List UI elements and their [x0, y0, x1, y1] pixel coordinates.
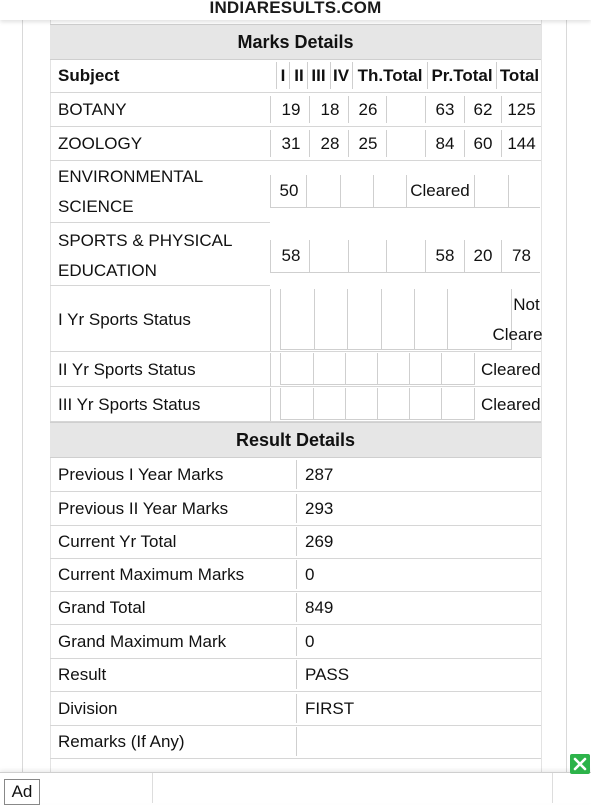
result-value: 849	[305, 597, 334, 617]
mark-iv	[387, 93, 425, 126]
col-th-total: Th.Total	[357, 65, 423, 85]
result-value: 269	[305, 531, 334, 551]
result-row-result	[50, 658, 541, 692]
sports-status-line2: Cleare	[492, 325, 543, 344]
marks-row-sports-physical-education	[50, 226, 541, 286]
col-subject: Subject	[58, 65, 120, 85]
mark-iii: 25	[358, 133, 378, 153]
mark-ii: 18	[320, 99, 340, 119]
sports-status: Cleared	[481, 394, 541, 414]
ad-label: Ad	[4, 779, 40, 805]
ad-frame	[36, 773, 153, 803]
col-i: I	[280, 65, 286, 85]
mark-pr-total: 60	[473, 133, 493, 153]
subject-name: I Yr Sports Status	[58, 310, 191, 329]
marks-details-heading: Marks Details	[50, 24, 541, 60]
col-iii: III	[311, 65, 326, 85]
result-value: 0	[305, 564, 315, 584]
page-border-left	[22, 0, 23, 775]
result-row-current-max-marks	[50, 558, 541, 592]
marks-row-i-yr-sports-status	[50, 289, 541, 352]
mark-total: 78	[512, 246, 531, 265]
result-label: Result	[58, 664, 107, 684]
col-pr-total: Pr.Total	[431, 65, 493, 85]
col-ii: II	[294, 65, 304, 85]
marks-row-ii-yr-sports-status	[50, 353, 541, 387]
mark-total: 144	[507, 133, 536, 153]
site-logo[interactable]: INDIARESULTS.COM	[209, 0, 382, 17]
mark-i: 19	[281, 99, 301, 119]
result-value: 0	[305, 631, 315, 651]
mark-pr-total: 20	[473, 246, 493, 265]
mark-i: 31	[281, 133, 301, 153]
marks-row-environmental-science	[50, 161, 541, 223]
mark-i: 58	[281, 246, 301, 265]
ad-content[interactable]	[152, 773, 553, 803]
result-row-prev-ii-year	[50, 492, 541, 526]
result-label: Grand Total	[58, 597, 146, 617]
result-value: PASS	[305, 664, 350, 684]
subject-name-line2: SCIENCE	[58, 197, 134, 216]
sports-status-line1: Not	[513, 295, 540, 314]
result-value: FIRST	[305, 698, 355, 718]
result-row-grand-total	[50, 591, 541, 625]
col-iv: IV	[332, 65, 350, 85]
col-total: Total	[499, 65, 540, 85]
page-border-right	[566, 0, 567, 775]
mark-ii: 28	[320, 133, 340, 153]
marks-row-zoology	[50, 127, 541, 161]
result-label: Remarks (If Any)	[58, 731, 185, 751]
mark-i: 50	[279, 181, 299, 200]
mark-th-total: Cleared	[410, 181, 470, 200]
result-value: 287	[305, 464, 334, 484]
subject-name: II Yr Sports Status	[58, 359, 196, 379]
result-label: Grand Maximum Mark	[58, 631, 227, 651]
sports-status: Cleared	[481, 359, 541, 379]
result-row-remarks	[50, 725, 541, 759]
subject-name-line2: EDUCATION	[58, 261, 157, 280]
result-label: Previous II Year Marks	[58, 498, 229, 518]
mark-th-total: 63	[435, 99, 455, 119]
result-row-division	[50, 692, 541, 726]
result-label: Division	[58, 698, 118, 718]
subject-name: III Yr Sports Status	[58, 394, 201, 414]
marks-row-botany	[50, 93, 541, 127]
site-header	[0, 0, 591, 20]
mark-total: 125	[507, 99, 536, 119]
result-label: Previous I Year Marks	[58, 464, 224, 484]
subject-name: BOTANY	[58, 99, 127, 119]
marks-header-row	[50, 59, 541, 93]
result-label: Current Maximum Marks	[58, 564, 245, 584]
subject-name: ZOOLOGY	[58, 133, 143, 153]
mark-iv	[387, 127, 425, 160]
result-row-grand-max-mark	[50, 625, 541, 659]
marks-row-iii-yr-sports-status	[50, 388, 541, 422]
result-row-current-yr-total	[50, 525, 541, 559]
mark-th-total: 84	[435, 133, 455, 153]
subject-name-line1: SPORTS & PHYSICAL	[58, 231, 233, 250]
result-row-prev-i-year	[50, 458, 541, 492]
mark-th-total: 58	[435, 246, 455, 265]
subject-name-line1: ENVIRONMENTAL	[58, 167, 204, 186]
result-details-heading: Result Details	[50, 422, 541, 458]
ad-banner[interactable]	[0, 772, 591, 803]
result-value: 293	[305, 498, 334, 518]
table-border-right	[541, 20, 542, 780]
mark-pr-total: 62	[473, 99, 493, 119]
green-close-icon[interactable]	[570, 754, 590, 774]
result-label: Current Yr Total	[58, 531, 177, 551]
mark-iii: 26	[358, 99, 378, 119]
